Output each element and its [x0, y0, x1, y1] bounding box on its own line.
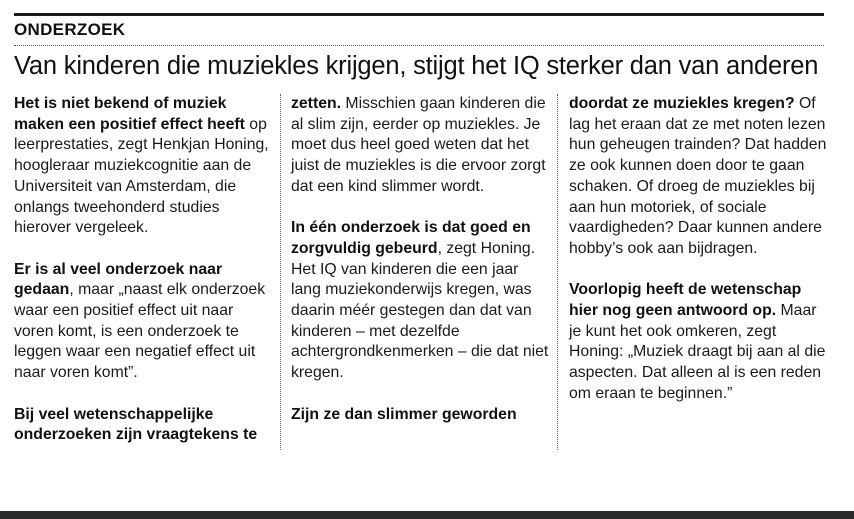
headline: Van kinderen die muziekles krijgen, stijgt het IQ sterker dan van anderen — [14, 52, 819, 80]
column-3 — [569, 94, 827, 425]
column-1 — [14, 94, 272, 467]
paragraph: Het is niet bekend of muziek maken een positief effect heeft op leerprestaties, zegt Henkjan Honing, hoogleraar muziekcognitie aan de Universiteit van Amsterdam, die onlangs tweehonderd studies hierover vergeleek. — [14, 95, 269, 237]
paragraph: Voorlopig heeft de wetenschap hier nog geen antwoord op. Maar je kunt het ook omkeren, zegt Honing: „Muziek draagt bij aan al die aspecten. Dat alleen al is een reden om eraan te beginnen.” — [569, 281, 826, 402]
paragraph: zetten. Misschien gaan kinderen die al slim zijn, eerder op muziekles. Je moet dus heel goed weten dat het juist de muziekles is die ervoor zorgt dat een kind slimmer wordt. — [291, 95, 546, 195]
paragraph: Zijn ze dan slimmer geworden — [291, 405, 517, 423]
column-2 — [291, 94, 549, 446]
section-divider — [14, 45, 824, 46]
bottom-bar — [0, 511, 854, 519]
top-rule — [14, 13, 824, 16]
paragraph: Bij veel wetenschappelijke onderzoeken zijn vraagtekens te — [14, 405, 258, 444]
section-label: ONDERZOEK — [14, 20, 126, 39]
column-divider — [280, 94, 281, 450]
paragraph: In één onderzoek is dat goed en zorgvuldig gebeurd, zegt Honing. Het IQ van kinderen die een jaar lang muziekonderwijs kregen, was daarin méér gestegen dan dat van kinderen – met dezelfde achtergrondkenmerken – die dat niet kregen. — [291, 219, 549, 382]
column-divider — [557, 94, 558, 450]
paragraph: Er is al veel onderzoek naar gedaan, maar „naast elk onderzoek waar een positief effect uit naar voren komt, is een onderzoek te leggen waar een negatief effect uit naar voren komt”. — [14, 260, 266, 382]
paragraph: doordat ze muziekles kregen? Of lag het eraan dat ze met noten lezen hun geheugen trainden? Dat hadden ze ook kunnen doen door te gaan schaken. Of droeg de muziekles bij aan hun motoriek, of sociale vaardigheden? Daar kunnen andere hobby’s ook aan bijdragen. — [569, 95, 827, 257]
